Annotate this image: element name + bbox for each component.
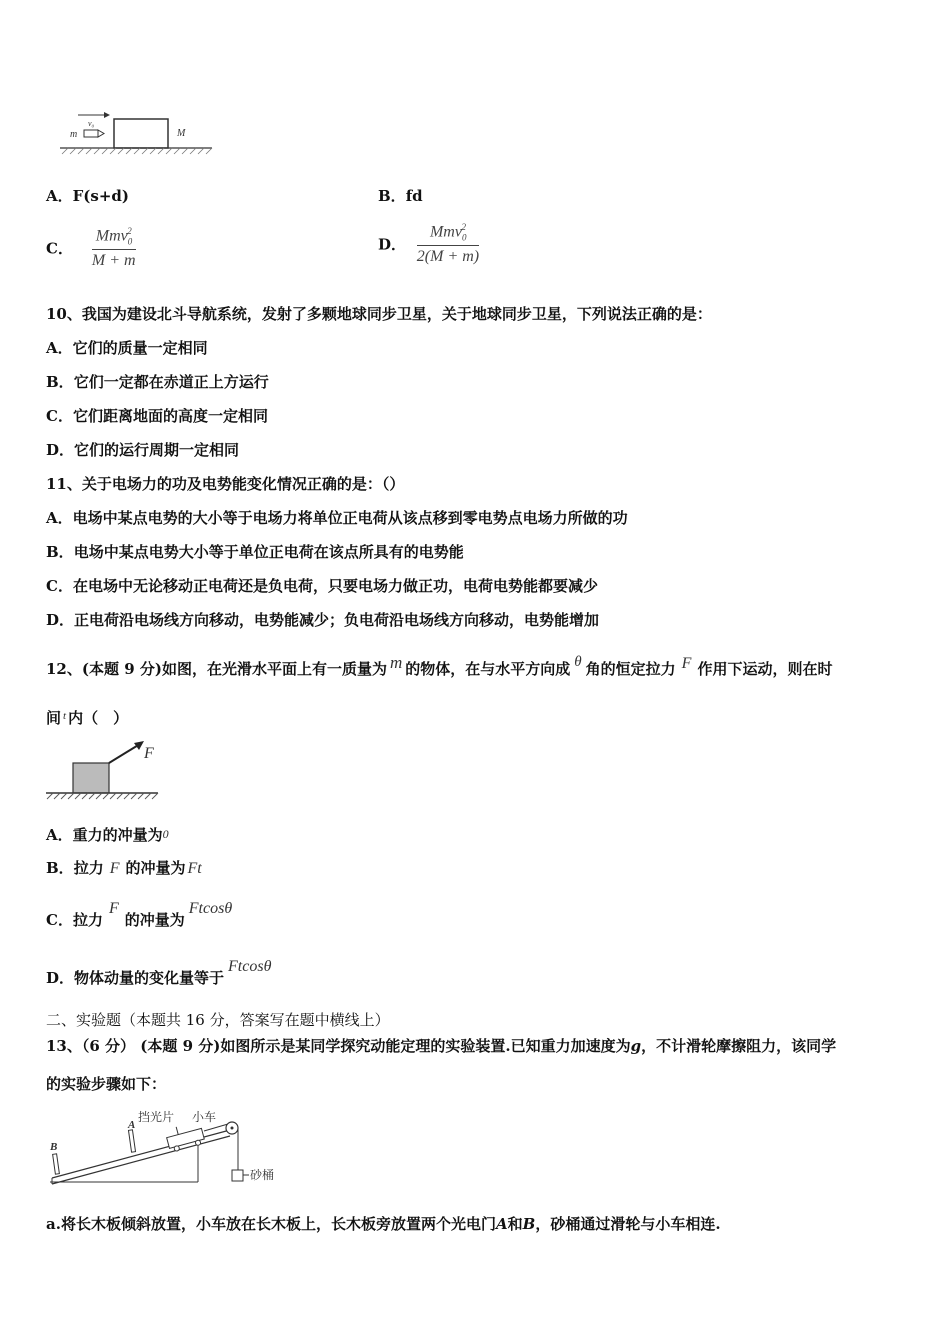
- q13-stem-cont: 的实验步骤如下：: [46, 1075, 167, 1093]
- q10-option-b: B．它们一定都在赤道正上方运行: [46, 373, 269, 391]
- q12-option-d: D．物体动量的变化量等于Ftcosθ: [46, 958, 272, 987]
- bullet: [84, 130, 98, 137]
- block: [73, 763, 109, 793]
- force-arrow: [109, 744, 140, 763]
- velocity-label: v₀: [88, 119, 95, 128]
- block: [114, 119, 168, 148]
- svg-text:A: A: [128, 1119, 136, 1131]
- q12-option-a: A．重力的冲量为0: [46, 826, 169, 844]
- q9-option-a: A．F(s+d): [46, 187, 129, 205]
- photogate-b: [53, 1154, 60, 1174]
- section-title: 二、实验题（本题共 16 分，答案写在题中横线上）: [46, 1011, 390, 1029]
- force-label: F: [144, 745, 154, 762]
- q12-option-b: B．拉力 F 的冲量为 Ft: [46, 859, 202, 877]
- experiment-apparatus-figure: [44, 1108, 284, 1188]
- block-mass-label: M: [177, 128, 186, 139]
- q11-option-c: C．在电场中无论移动正电荷还是负电荷，只要电场力做正功，电荷电势能都要减少: [46, 577, 598, 595]
- q12-stem: 12、(本题 9 分)如图，在光滑水平面上有一质量为 m 的物体，在与水平方向成 θ 角的恒定拉力 F 作用下运动，则在时: [46, 653, 833, 678]
- q10-option-d: D．它们的运行周期一定相同: [46, 441, 240, 459]
- photogate-a: [128, 1130, 135, 1152]
- q9-option-d: D． $\frac{Mmv_0^2}{2(M + m)}$: [378, 222, 480, 265]
- block-bullet-figure: [56, 102, 216, 160]
- sand-bucket: [232, 1170, 243, 1181]
- q10-option-c: C．它们距离地面的高度一定相同: [46, 407, 268, 425]
- q9-option-b: B．fd: [378, 187, 423, 205]
- q13-stem: 13、（6 分） (本题 9 分)如图所示是某同学探究动能定理的实验装置.已知重力加速度为g，不计滑轮摩擦阻力，该同学: [46, 1037, 837, 1055]
- fraction-d: $\frac{Mmv_0^2}{2(M + m)}$: [416, 222, 480, 265]
- q11-option-b: B．电场中某点电势大小等于单位正电荷在该点所具有的电势能: [46, 543, 464, 561]
- fraction-c: $\frac{Mmv_0^2}{M + m}$: [91, 226, 136, 269]
- bullet-mass-label: m: [70, 129, 78, 140]
- q12-option-c: C．拉力F的冲量为Ftcosθ: [46, 900, 233, 929]
- block-pull-figure: [44, 736, 164, 802]
- shutter-label: 挡光片: [138, 1110, 175, 1124]
- q12-stem-cont: 间 $^t$ 内（ ）: [46, 709, 129, 727]
- q11-stem: 11、关于电场力的功及电势能变化情况正确的是：（）: [46, 475, 405, 493]
- cart-label: 小车: [192, 1110, 217, 1124]
- q13-step-a: a.将长木板倾斜放置，小车放在长木板上，长木板旁放置两个光电门A和B，砂桶通过滑轮与小车相连.: [46, 1215, 721, 1233]
- q10-option-a: A．它们的质量一定相同: [46, 339, 208, 357]
- q10-stem: 10、我国为建设北斗导航系统，发射了多颗地球同步卫星，关于地球同步卫星，下列说法正确的是：: [46, 305, 712, 323]
- svg-text:B: B: [50, 1141, 58, 1153]
- bucket-label: 砂桶: [250, 1168, 275, 1182]
- q9-option-c: C． $\frac{Mmv_0^2}{M + m}$: [46, 226, 136, 269]
- q11-option-a: A．电场中某点电势的大小等于电场力将单位正电荷从该点移到零电势点电场力所做的功: [46, 509, 628, 527]
- q11-option-d: D．正电荷沿电场线方向移动，电势能减少；负电荷沿电场线方向移动，电势能增加: [46, 611, 600, 629]
